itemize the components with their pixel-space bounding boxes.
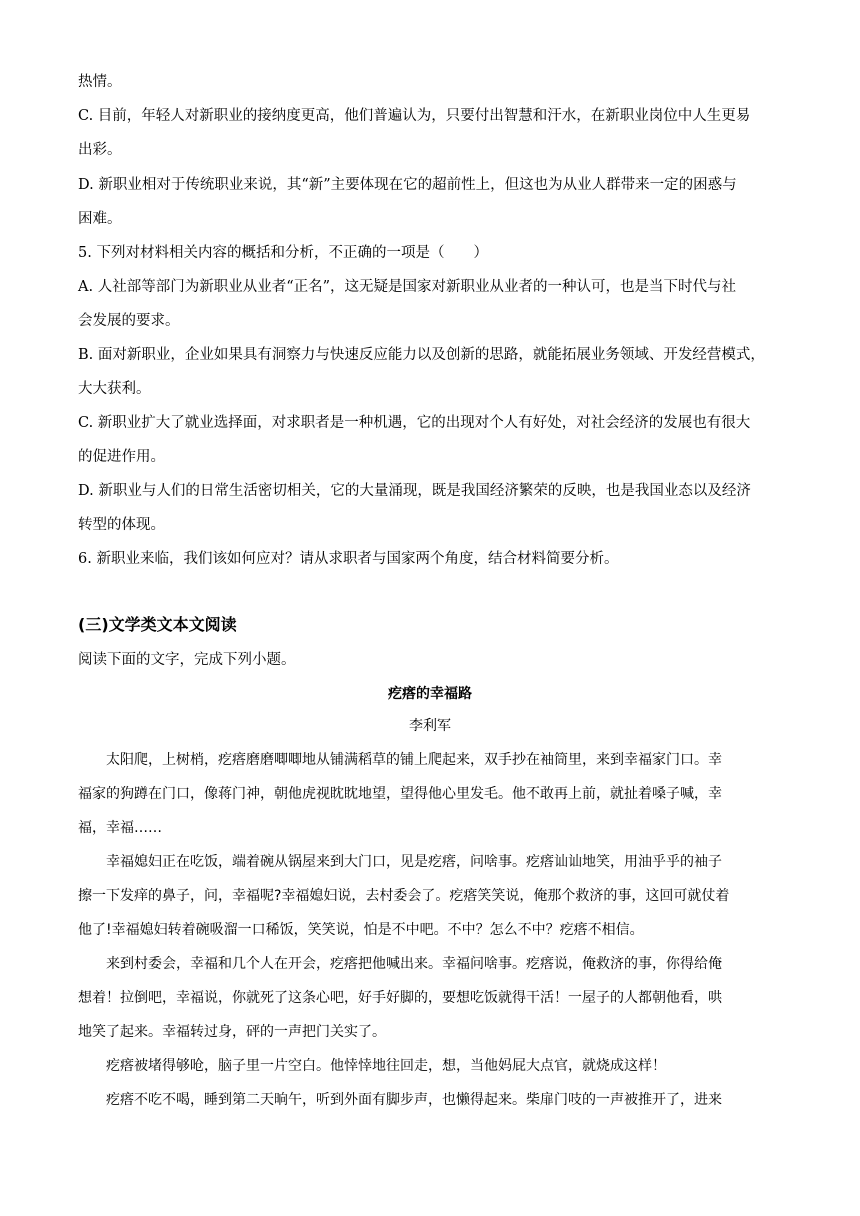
option-d-line-1: D. 新职业相对于传统职业来说，其“新”主要体现在它的超前性上，但这也为从业人群带来一定的困惑与: [78, 177, 737, 193]
q5-option-a-line-1: A. 人社部等部门为新职业从业者“正名”，这无疑是国家对新职业从业者的一种认可，也是当下时代与社: [78, 279, 737, 295]
story-author: 李利军: [409, 718, 451, 734]
section-heading: (三)文学类文本文阅读: [78, 615, 237, 634]
q5-option-d-line-1: D. 新职业与人们的日常生活密切相关，它的大量涌现，既是我国经济繁荣的反映，也是我国业态以及经济: [78, 483, 751, 499]
q5-option-b-line-1: B. 面对新职业，企业如果具有洞察力与快速反应能力以及创新的思路，就能拓展业务领域、开发经营模式，: [78, 347, 765, 363]
story-paragraph-3-line-2: 想着！拉倒吧，幸福说，你就死了这条心吧，好手好脚的，要想吃饭就得干活！一屋子的人都朝他看，哄: [78, 990, 722, 1006]
option-d-line-2: 困难。: [78, 211, 122, 227]
story-paragraph-3-line-1: 来到村委会，幸福和几个人在开会，疙瘩把他喊出来。幸福问啥事。疙瘩说，俺救济的事，你得给俺: [106, 956, 722, 972]
q5-option-c-line-1: C. 新职业扩大了就业选择面，对求职者是一种机遇，它的出现对个人有好处，对社会经济的发展也有很大: [78, 415, 751, 431]
option-c-line-1: C. 目前，年轻人对新职业的接纳度更高，他们普遍认为，只要付出智慧和汗水，在新职业岗位中人生更易: [78, 108, 751, 124]
story-title: 疙瘩的幸福路: [388, 686, 472, 702]
option-tail-line: 热情。: [78, 74, 122, 90]
q5-option-c-line-2: 的促进作用。: [78, 449, 165, 465]
story-paragraph-3-line-3: 地笑了起来。幸福转过身，砰的一声把门关实了。: [78, 1024, 386, 1040]
story-paragraph-1-line-2: 福家的狗蹲在门口，像蒋门神，朝他虎视眈眈地望，望得他心里发毛。他不敢再上前，就扯着嗓子喊，幸: [78, 786, 722, 802]
story-paragraph-2-line-1: 幸福媳妇正在吃饭，端着碗从锅屋来到大门口，见是疙瘩，问啥事。疙瘩讪讪地笑，用油乎乎的袖子: [106, 854, 722, 870]
q5-option-d-line-2: 转型的体现。: [78, 517, 165, 533]
story-paragraph-1-line-1: 太阳爬，上树梢，疙瘩磨磨唧唧地从铺满稻草的铺上爬起来，双手抄在袖筒里，来到幸福家门口。幸: [106, 752, 722, 768]
q5-option-a-line-2: 会发展的要求。: [78, 313, 180, 329]
story-paragraph-1-line-3: 福，幸福……: [78, 820, 162, 836]
question-6-stem: 6. 新职业来临，我们该如何应对？请从求职者与国家两个角度，结合材料简要分析。: [78, 551, 619, 567]
question-5-stem: 5. 下列对材料相关内容的概括和分析，不正确的一项是（ ）: [78, 245, 488, 261]
q5-option-b-line-2: 大大获利。: [78, 381, 151, 397]
story-paragraph-2-line-3: 他了!幸福媳妇转着碗吸溜一口稀饭，笑笑说，怕是不中吧。不中？怎么不中？疙瘩不相信。: [78, 922, 644, 938]
story-paragraph-4-line-1: 疙瘩被堵得够呛，脑子里一片空白。他悻悻地往回走，想，当他妈屁大点官，就烧成这样！: [106, 1058, 666, 1074]
section-instruction: 阅读下面的文字，完成下列小题。: [78, 652, 296, 668]
story-paragraph-5-line-1: 疙瘩不吃不喝，睡到第二天晌午，听到外面有脚步声，也懒得起来。柴扉门吱的一声被推开了，进来: [106, 1092, 722, 1108]
story-paragraph-2-line-2: 擦一下发痒的鼻子，问，幸福呢?幸福媳妇说，去村委会了。疙瘩笑笑说，俺那个救济的事，这回可就仗着: [78, 888, 730, 904]
option-c-line-2: 出彩。: [78, 142, 122, 158]
